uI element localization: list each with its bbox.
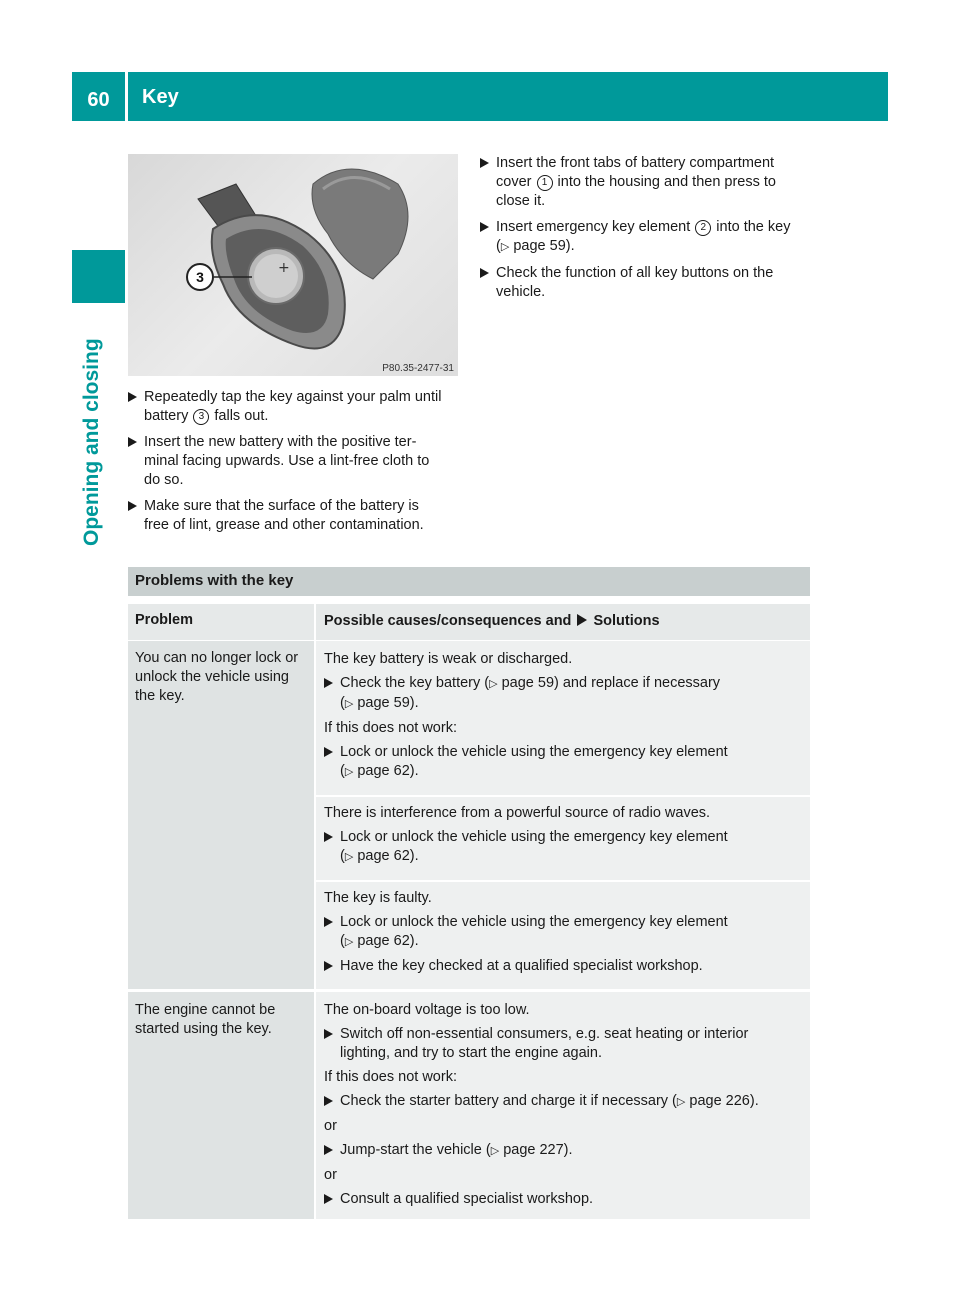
page-ref-icon: ▷ — [490, 1145, 500, 1157]
callout-2-icon: 2 — [695, 220, 711, 236]
solution-step: Consult a qualified specialist workshop. — [324, 1190, 802, 1209]
page-ref-icon: ▷ — [489, 678, 498, 690]
step-arrow-icon — [324, 747, 333, 757]
page-ref-icon: ▷ — [344, 851, 354, 863]
solution-step: Lock or unlock the vehicle using the emergency key element (▷ page 62). — [324, 913, 802, 952]
chapter-title: Opening and closing — [80, 338, 103, 546]
table-header-row — [128, 604, 810, 641]
page-ref-icon: ▷ — [500, 241, 510, 253]
page-ref-link[interactable]: page 226). — [685, 1093, 759, 1109]
page-ref-link[interactable]: page 62). — [353, 763, 419, 779]
callout-1-icon: 1 — [537, 175, 553, 191]
step-tap-key: Repeatedly tap the key against your palm until battery 3 falls out. — [128, 388, 462, 426]
step-check-buttons: Check the function of all key buttons on the vehicle. — [480, 264, 814, 302]
page-ref-icon: ▷ — [676, 1096, 686, 1108]
solution-step: Jump-start the vehicle (▷ page 227). — [324, 1141, 802, 1161]
step-arrow-icon — [480, 268, 489, 278]
header-solutions: Possible causes/consequences and Solutions — [314, 604, 810, 640]
page-ref-link[interactable]: page 59). — [353, 695, 419, 711]
solution-step: Check the starter battery and charge it if necessary (▷ page 226). — [324, 1092, 802, 1112]
solution-step: Check the key battery (▷ page 59) and replace if necessary (▷ page 59). — [324, 674, 802, 714]
solution-step: Lock or unlock the vehicle using the emergency key element (▷ page 62). — [324, 828, 802, 867]
step-arrow-icon — [128, 501, 137, 511]
step-arrow-icon — [324, 1194, 333, 1204]
page-ref-icon: ▷ — [344, 698, 354, 710]
key-illustration — [128, 154, 458, 376]
step-arrow-icon — [480, 158, 489, 168]
page-ref-icon: ▷ — [344, 936, 354, 948]
solution-step: Have the key checked at a qualified specialist workshop. — [324, 957, 802, 976]
battery-plus-sign: + — [278, 260, 290, 276]
solutions-cell: The on-board voltage is too low. Switch off non-essential consumers, e.g. seat heating or interior lighting, and try to start the engine again. If this does not work: Check the starter battery and charge it if necessary (▷ page 226). or Jump-start the vehicle (▷ page 227). or Consult a qualified specialist workshop. — [314, 992, 810, 1219]
page-header — [72, 72, 888, 121]
right-instructions — [480, 154, 814, 309]
page-ref-link[interactable]: page 227). — [499, 1142, 573, 1158]
cause-block: The key is faulty. Lock or unlock the vehicle using the emergency key element (▷ page 62). Have the key checked at a qualified specialist workshop. — [316, 880, 810, 989]
figure-code: P80.35-2477-31 — [382, 363, 454, 374]
page-ref-icon: ▷ — [344, 766, 354, 778]
problems-heading: Problems with the key — [135, 572, 294, 589]
page-ref-link[interactable]: page 59) and replace if necessary — [497, 675, 721, 691]
step-check-surface: Make sure that the surface of the battery is free of lint, grease and other contamination. — [128, 497, 462, 535]
key-battery-illustration — [128, 154, 458, 376]
step-arrow-icon — [324, 1145, 333, 1155]
cause-block: There is interference from a powerful source of radio waves. Lock or unlock the vehicle using the emergency key element (▷ page 62). — [316, 795, 810, 880]
page-ref-link[interactable]: page 59). — [509, 238, 575, 254]
step-arrow-icon — [128, 392, 137, 402]
problem-cell: The engine cannot be started using the key. — [128, 992, 314, 1219]
header-divider — [125, 72, 128, 121]
page-ref-link[interactable]: page 62). — [353, 848, 419, 864]
problem-cell: You can no longer lock or unlock the vehicle using the key. — [128, 641, 314, 989]
header-problem: Problem — [128, 604, 314, 640]
step-arrow-icon — [324, 678, 333, 688]
solution-step: Lock or unlock the vehicle using the emergency key element (▷ page 62). — [324, 743, 802, 782]
solution-step: Switch off non-essential consumers, e.g. seat heating or interior lighting, and try to start the engine again. — [324, 1025, 802, 1063]
step-arrow-icon — [324, 961, 333, 971]
step-arrow-icon — [128, 437, 137, 447]
table-row — [128, 990, 810, 1220]
step-arrow-icon — [324, 832, 333, 842]
table-row — [128, 641, 810, 990]
callout-number: 3 — [196, 269, 204, 285]
step-arrow-icon — [324, 917, 333, 927]
cause-block: The key battery is weak or discharged. Check the key battery (▷ page 59) and replace if necessary (▷ page 59). If this does not work: Lock or unlock the vehicle using the emergency key element (▷ page 62). — [324, 641, 802, 795]
section-title: Key — [142, 86, 179, 108]
page-ref-link[interactable]: page 62). — [353, 933, 419, 949]
step-arrow-icon — [324, 1029, 333, 1039]
step-arrow-icon — [324, 1096, 333, 1106]
left-instructions — [128, 388, 462, 542]
solutions-arrow-icon — [577, 614, 587, 626]
chapter-marker — [72, 250, 125, 303]
step-insert-cover: Insert the front tabs of battery compartment cover 1 into the housing and then press to close it. — [480, 154, 814, 211]
coin-battery-face — [254, 254, 298, 298]
problems-table — [128, 604, 810, 1220]
solutions-cell — [314, 641, 810, 989]
step-insert-emergency-key: Insert emergency key element 2 into the key (▷ page 59). — [480, 218, 814, 257]
callout-3-icon: 3 — [193, 409, 209, 425]
step-insert-battery: Insert the new battery with the positive ter- minal facing upwards. Use a lint-free cloth to do so. — [128, 433, 462, 490]
step-arrow-icon — [480, 222, 489, 232]
page-number: 60 — [87, 89, 110, 111]
